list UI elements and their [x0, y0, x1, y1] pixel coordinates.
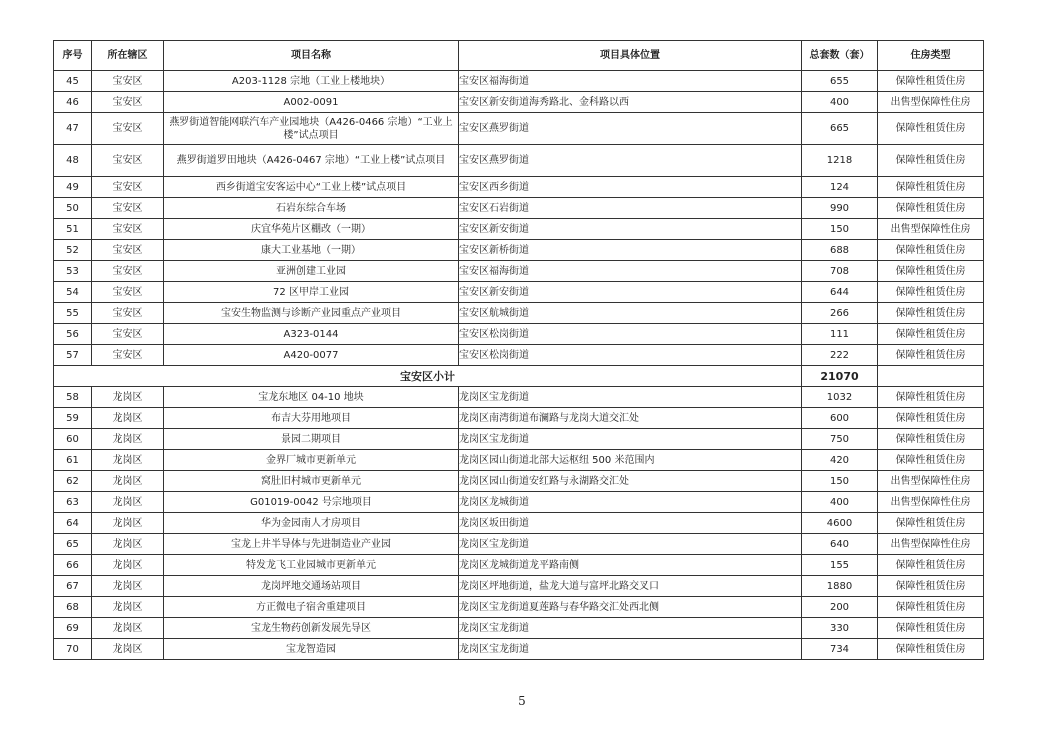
row-number: 61	[54, 450, 92, 471]
row-housing-type: 保障性租赁住房	[878, 345, 984, 366]
row-district: 龙岗区	[92, 492, 164, 513]
row-total: 200	[802, 597, 878, 618]
row-housing-type: 保障性租赁住房	[878, 597, 984, 618]
table-row	[54, 177, 984, 198]
row-total: 665	[802, 113, 878, 145]
table-row	[54, 145, 984, 177]
row-district: 宝安区	[92, 240, 164, 261]
row-project-name: 窝肚旧村城市更新单元	[164, 471, 459, 492]
row-total: 1880	[802, 576, 878, 597]
row-number: 46	[54, 92, 92, 113]
header-total: 总套数（套）	[802, 41, 878, 71]
row-number: 67	[54, 576, 92, 597]
row-housing-type: 保障性租赁住房	[878, 282, 984, 303]
row-housing-type: 保障性租赁住房	[878, 618, 984, 639]
row-location: 宝安区松岗街道	[459, 324, 802, 345]
row-district: 宝安区	[92, 177, 164, 198]
row-housing-type: 保障性租赁住房	[878, 387, 984, 408]
table-row	[54, 219, 984, 240]
table-header-row	[54, 41, 984, 71]
row-district: 宝安区	[92, 198, 164, 219]
table-row	[54, 240, 984, 261]
table-row	[54, 345, 984, 366]
row-total: 600	[802, 408, 878, 429]
row-location: 宝安区松岗街道	[459, 345, 802, 366]
row-district: 龙岗区	[92, 618, 164, 639]
subtotal-empty-cell	[878, 366, 984, 387]
row-total: 750	[802, 429, 878, 450]
row-project-name: 方正微电子宿舍重建项目	[164, 597, 459, 618]
row-district: 宝安区	[92, 303, 164, 324]
row-number: 58	[54, 387, 92, 408]
row-project-name: A323-0144	[164, 324, 459, 345]
table-row	[54, 198, 984, 219]
row-total: 111	[802, 324, 878, 345]
row-project-name: 宝龙智造园	[164, 639, 459, 660]
table-row	[54, 261, 984, 282]
row-housing-type: 保障性租赁住房	[878, 240, 984, 261]
table-row	[54, 597, 984, 618]
row-district: 宝安区	[92, 219, 164, 240]
row-district: 龙岗区	[92, 576, 164, 597]
row-project-name: 宝龙东地区 04-10 地块	[164, 387, 459, 408]
header-type: 住房类型	[878, 41, 984, 71]
row-number: 60	[54, 429, 92, 450]
subtotal-total: 21070	[802, 366, 878, 387]
row-district: 龙岗区	[92, 639, 164, 660]
row-number: 57	[54, 345, 92, 366]
row-housing-type: 保障性租赁住房	[878, 408, 984, 429]
page-number: 5	[518, 694, 526, 708]
row-number: 50	[54, 198, 92, 219]
row-number: 56	[54, 324, 92, 345]
row-location: 宝安区燕罗街道	[459, 113, 802, 145]
row-project-name: 燕罗街道智能网联汽车产业园地块（A426-0466 宗地）“工业上楼”试点项目	[164, 113, 459, 145]
row-district: 宝安区	[92, 71, 164, 92]
row-location: 宝安区西乡街道	[459, 177, 802, 198]
row-project-name: G01019-0042 号宗地项目	[164, 492, 459, 513]
row-number: 65	[54, 534, 92, 555]
row-number: 66	[54, 555, 92, 576]
row-housing-type: 出售型保障性住房	[878, 492, 984, 513]
row-location: 龙岗区南湾街道布澜路与龙岗大道交汇处	[459, 408, 802, 429]
row-housing-type: 出售型保障性住房	[878, 471, 984, 492]
row-project-name: A002-0091	[164, 92, 459, 113]
table-row	[54, 282, 984, 303]
row-project-name: A203-1128 宗地（工业上楼地块）	[164, 71, 459, 92]
row-project-name: A420-0077	[164, 345, 459, 366]
row-project-name: 石岩东综合车场	[164, 198, 459, 219]
row-project-name: 特发龙飞工业园城市更新单元	[164, 555, 459, 576]
row-location: 龙岗区宝龙街道	[459, 429, 802, 450]
row-location: 龙岗区宝龙街道夏莲路与春华路交汇处西北侧	[459, 597, 802, 618]
subtotal-row	[54, 366, 984, 387]
row-location: 龙岗区龙城街道龙平路南侧	[459, 555, 802, 576]
row-number: 49	[54, 177, 92, 198]
row-district: 龙岗区	[92, 408, 164, 429]
row-project-name: 庆宜华苑片区棚改（一期）	[164, 219, 459, 240]
row-number: 70	[54, 639, 92, 660]
row-district: 宝安区	[92, 92, 164, 113]
row-number: 48	[54, 145, 92, 177]
row-number: 62	[54, 471, 92, 492]
row-project-name: 宝安生物监测与诊断产业园重点产业项目	[164, 303, 459, 324]
row-total: 124	[802, 177, 878, 198]
row-housing-type: 出售型保障性住房	[878, 534, 984, 555]
row-total: 1218	[802, 145, 878, 177]
row-total: 330	[802, 618, 878, 639]
table-row	[54, 639, 984, 660]
row-housing-type: 保障性租赁住房	[878, 450, 984, 471]
row-location: 宝安区航城街道	[459, 303, 802, 324]
row-project-name: 龙岗坪地交通场站项目	[164, 576, 459, 597]
table-row	[54, 555, 984, 576]
row-number: 64	[54, 513, 92, 534]
row-total: 734	[802, 639, 878, 660]
row-total: 266	[802, 303, 878, 324]
row-district: 宝安区	[92, 145, 164, 177]
row-number: 47	[54, 113, 92, 145]
row-number: 54	[54, 282, 92, 303]
row-number: 45	[54, 71, 92, 92]
table-row	[54, 429, 984, 450]
row-district: 宝安区	[92, 261, 164, 282]
row-location: 宝安区福海街道	[459, 71, 802, 92]
row-total: 644	[802, 282, 878, 303]
row-number: 69	[54, 618, 92, 639]
table-row	[54, 450, 984, 471]
row-housing-type: 保障性租赁住房	[878, 429, 984, 450]
row-number: 53	[54, 261, 92, 282]
table-row	[54, 71, 984, 92]
row-district: 龙岗区	[92, 597, 164, 618]
row-district: 龙岗区	[92, 450, 164, 471]
row-housing-type: 保障性租赁住房	[878, 198, 984, 219]
row-location: 龙岗区宝龙街道	[459, 639, 802, 660]
row-number: 59	[54, 408, 92, 429]
row-total: 990	[802, 198, 878, 219]
table-row	[54, 408, 984, 429]
row-housing-type: 保障性租赁住房	[878, 639, 984, 660]
row-location: 龙岗区宝龙街道	[459, 618, 802, 639]
row-location: 龙岗区园山街道北部大运枢纽 500 米范围内	[459, 450, 802, 471]
row-housing-type: 保障性租赁住房	[878, 145, 984, 177]
row-housing-type: 保障性租赁住房	[878, 576, 984, 597]
row-location: 龙岗区龙城街道	[459, 492, 802, 513]
row-location: 宝安区新安街道海秀路北、金科路以西	[459, 92, 802, 113]
row-location: 宝安区石岩街道	[459, 198, 802, 219]
subtotal-label: 宝安区小计	[54, 366, 802, 387]
row-total: 1032	[802, 387, 878, 408]
housing-project-table	[53, 40, 984, 660]
header-no: 序号	[54, 41, 92, 71]
row-number: 51	[54, 219, 92, 240]
row-number: 68	[54, 597, 92, 618]
table-row	[54, 324, 984, 345]
table-row	[54, 471, 984, 492]
row-total: 150	[802, 471, 878, 492]
row-district: 宝安区	[92, 324, 164, 345]
row-housing-type: 保障性租赁住房	[878, 303, 984, 324]
row-project-name: 燕罗街道罗田地块（A426-0467 宗地）“工业上楼”试点项目	[164, 145, 459, 177]
row-housing-type: 保障性租赁住房	[878, 513, 984, 534]
row-total: 400	[802, 492, 878, 513]
row-total: 655	[802, 71, 878, 92]
row-location: 龙岗区宝龙街道	[459, 387, 802, 408]
table-row	[54, 387, 984, 408]
row-housing-type: 保障性租赁住房	[878, 71, 984, 92]
table-row	[54, 513, 984, 534]
row-housing-type: 出售型保障性住房	[878, 219, 984, 240]
row-location: 龙岗区坂田街道	[459, 513, 802, 534]
row-total: 708	[802, 261, 878, 282]
row-project-name: 72 区甲岸工业园	[164, 282, 459, 303]
row-housing-type: 保障性租赁住房	[878, 177, 984, 198]
row-total: 150	[802, 219, 878, 240]
header-location: 项目具体位置	[459, 41, 802, 71]
row-total: 688	[802, 240, 878, 261]
row-district: 宝安区	[92, 282, 164, 303]
table-row	[54, 618, 984, 639]
row-location: 宝安区新安街道	[459, 282, 802, 303]
row-project-name: 布吉大芬用地项目	[164, 408, 459, 429]
row-district: 宝安区	[92, 113, 164, 145]
row-total: 4600	[802, 513, 878, 534]
row-total: 420	[802, 450, 878, 471]
table-row	[54, 576, 984, 597]
row-total: 222	[802, 345, 878, 366]
table-row	[54, 92, 984, 113]
row-housing-type: 保障性租赁住房	[878, 261, 984, 282]
row-project-name: 宝龙生物药创新发展先导区	[164, 618, 459, 639]
table-row	[54, 534, 984, 555]
row-housing-type: 保障性租赁住房	[878, 324, 984, 345]
row-district: 宝安区	[92, 345, 164, 366]
header-name: 项目名称	[164, 41, 459, 71]
row-location: 宝安区新桥街道	[459, 240, 802, 261]
row-housing-type: 保障性租赁住房	[878, 113, 984, 145]
row-number: 55	[54, 303, 92, 324]
row-location: 宝安区燕罗街道	[459, 145, 802, 177]
row-district: 龙岗区	[92, 471, 164, 492]
row-project-name: 宝龙上井半导体与先进制造业产业园	[164, 534, 459, 555]
row-district: 龙岗区	[92, 513, 164, 534]
row-number: 63	[54, 492, 92, 513]
row-total: 155	[802, 555, 878, 576]
row-district: 龙岗区	[92, 429, 164, 450]
table-row	[54, 113, 984, 145]
row-total: 400	[802, 92, 878, 113]
row-housing-type: 保障性租赁住房	[878, 555, 984, 576]
row-project-name: 康大工业基地（一期）	[164, 240, 459, 261]
row-housing-type: 出售型保障性住房	[878, 92, 984, 113]
row-location: 龙岗区坪地街道，盐龙大道与富坪北路交叉口	[459, 576, 802, 597]
header-district: 所在辖区	[92, 41, 164, 71]
row-project-name: 景园二期项目	[164, 429, 459, 450]
row-project-name: 华为金园南人才房项目	[164, 513, 459, 534]
row-number: 52	[54, 240, 92, 261]
row-location: 龙岗区宝龙街道	[459, 534, 802, 555]
row-district: 龙岗区	[92, 534, 164, 555]
table-row	[54, 492, 984, 513]
row-total: 640	[802, 534, 878, 555]
row-location: 宝安区福海街道	[459, 261, 802, 282]
row-project-name: 亚洲创建工业园	[164, 261, 459, 282]
row-location: 龙岗区园山街道安红路与永湖路交汇处	[459, 471, 802, 492]
table-row	[54, 303, 984, 324]
row-district: 龙岗区	[92, 387, 164, 408]
row-location: 宝安区新安街道	[459, 219, 802, 240]
row-project-name: 西乡街道宝安客运中心“工业上楼”试点项目	[164, 177, 459, 198]
row-district: 龙岗区	[92, 555, 164, 576]
row-project-name: 金界厂城市更新单元	[164, 450, 459, 471]
